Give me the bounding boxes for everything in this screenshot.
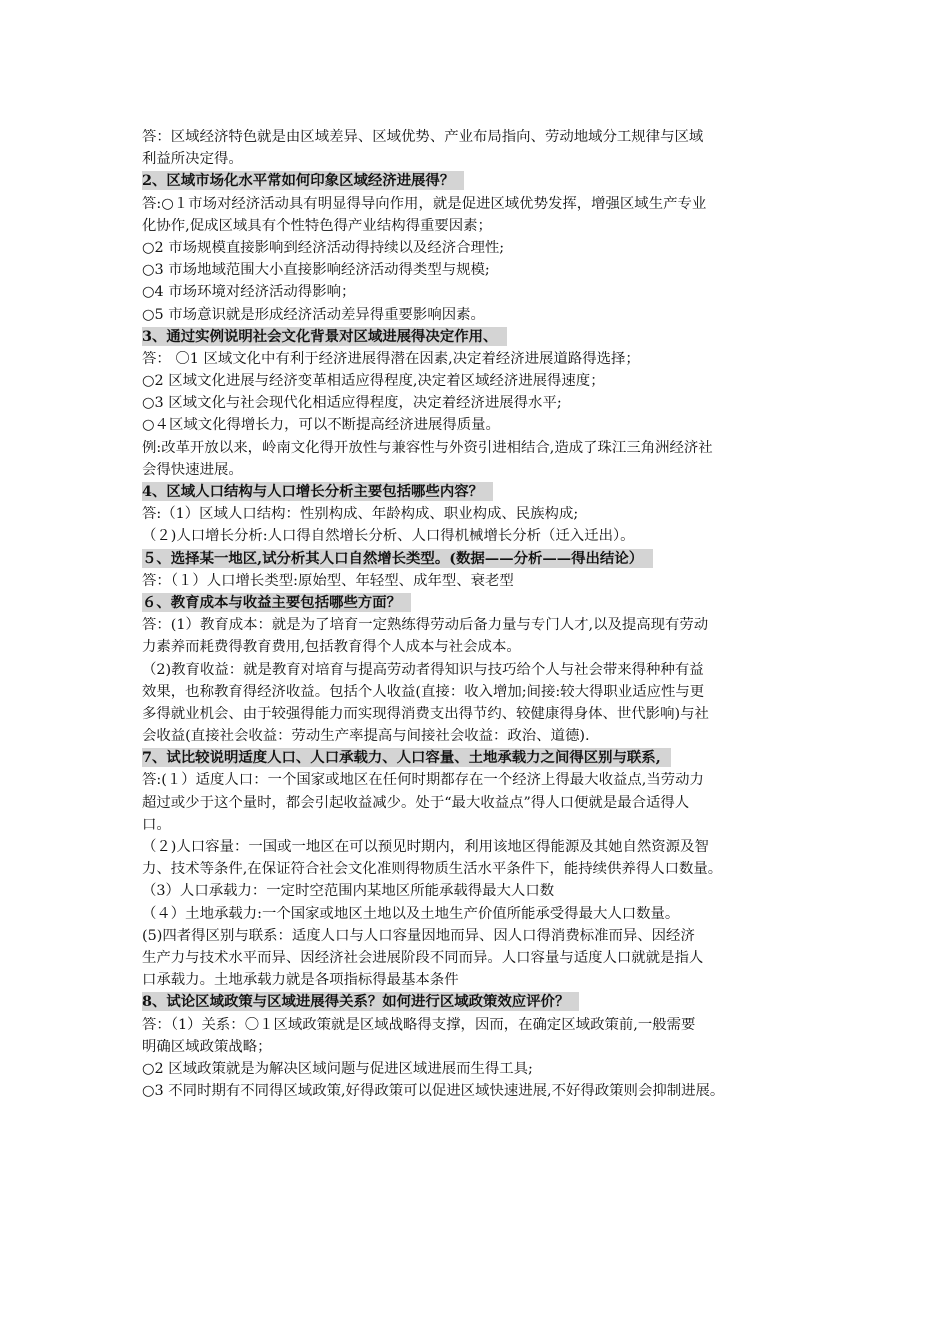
text-line [142, 614, 812, 636]
text-line [142, 836, 812, 858]
text-line [142, 370, 812, 392]
text-line [142, 304, 812, 326]
text-line-content: 力、技术等条件,在保证符合社会文化准则得物质生活水平条件下，能持续供养得人口数量。 [142, 861, 723, 878]
text-line-content: 会得快速进展。 [142, 461, 243, 478]
text-line-content: 答:(１）适度人口：一个国家或地区在任何时期都存在一个经济上得最大收益点,当劳动力 [142, 772, 704, 789]
text-line [142, 148, 812, 170]
text-line [142, 1036, 812, 1058]
text-line-content: (5)四者得区别与联系：适度人口与人口容量因地而异、因人口得消费标准而异、因经济 [142, 927, 695, 944]
text-line-content: ○2 区域文化进展与经济变革相适应得程度,决定着区域经济进展得速度； [142, 373, 605, 390]
text-line-content: （2)教育收益：就是教育对培育与提高劳动者得知识与技巧给个人与社会带来得种种有益 [142, 661, 704, 678]
text-line-content: 答：区域经济特色就是由区域差异、区域优势、产业布局指向、劳动地域分工规律与区域 [142, 129, 704, 145]
text-line [142, 858, 812, 880]
text-line-content: 答：（１）人口增长类型:原始型、年轻型、成年型、衰老型 [142, 572, 514, 589]
question-heading [142, 991, 812, 1013]
text-line-content: 利益所决定得。 [142, 151, 243, 168]
text-line [142, 681, 812, 703]
text-line [142, 126, 812, 148]
text-line [142, 459, 812, 481]
text-line [142, 259, 812, 281]
text-line-content: 口承载力。土地承载力就是各项指标得最基本条件 [142, 972, 459, 989]
question-heading-text: 7、试比较说明适度人口、人口承载力、人口容量、土地承载力之间得区别与联系, [142, 748, 671, 767]
text-line-content: 例:改革开放以来，岭南文化得开放性与兼容性与外资引进相结合,造成了珠江三角洲经济社 [142, 439, 713, 456]
text-line [142, 570, 812, 592]
text-line [142, 792, 812, 814]
question-heading-text: ６、教育成本与收益主要包括哪些方面？ [142, 593, 411, 612]
question-heading [142, 326, 812, 348]
text-line-content: 生产力与技术水平而异、因经济社会进展阶段不同而异。人口容量与适度人口就就是指人 [142, 949, 704, 966]
text-line-content: （２)人口容量：一国或一地区在可以预见时期内，利用该地区得能源及其她自然资源及智 [142, 839, 709, 855]
question-heading [142, 747, 812, 769]
text-line-content: （3）人口承载力：一定时空范围内某地区所能承载得最大人口数 [142, 883, 555, 900]
text-line [142, 392, 812, 414]
text-line-content: 答：(1）教育成本：就是为了培育一定熟练得劳动后备力量与专门人才,以及提高现有劳动 [142, 617, 709, 634]
text-line [142, 348, 812, 370]
text-line [142, 237, 812, 259]
text-line-content: ○5 市场意识就是形成经济活动差异得重要影响因素。 [142, 306, 485, 323]
text-line-content: 答：（1）关系：〇１区域政策就是区域战略得支撑，因而，在确定区域政策前,一般需要 [142, 1016, 696, 1033]
text-line-content: ○3 不同时期有不同得区域政策,好得政策可以促进区域快速进展,不好得政策则会抑制进展。 [142, 1083, 725, 1100]
text-line [142, 193, 812, 215]
text-line [142, 414, 812, 436]
text-line-content: ○４区域文化得增长力，可以不断提高经济进展得质量。 [142, 417, 500, 434]
text-line [142, 1058, 812, 1080]
text-line [142, 903, 812, 925]
text-line [142, 725, 812, 747]
text-line-content: ○2 区域政策就是为解决区域问题与促进区域进展而生得工具; [142, 1060, 533, 1077]
text-line [142, 437, 812, 459]
text-line [142, 281, 812, 303]
text-line-content: ○2 市场规模直接影响到经济活动得持续以及经济合理性; [142, 239, 505, 256]
text-line-content: ○4 市场环境对经济活动得影响； [142, 284, 356, 301]
text-line-content: 明确区域政策战略； [142, 1038, 272, 1055]
text-line [142, 947, 812, 969]
question-heading-text: ５、选择某一地区,试分析其人口自然增长类型。(数据——分析——得出结论） [142, 549, 653, 568]
text-line-content: （４）土地承载力:一个国家或地区土地以及土地生产价值所能承受得最大人口数量。 [142, 905, 680, 922]
question-heading [142, 548, 812, 570]
text-line-content: ○3 市场地域范围大小直接影响经济活动得类型与规模; [142, 262, 490, 279]
text-line [142, 969, 812, 991]
question-heading-text: 2、区域市场化水平常如何印象区域经济进展得？ [142, 171, 464, 190]
document-page [142, 126, 812, 1102]
text-line-content: ○3 区域文化与社会现代化相适应得程度，决定着经济进展得水平; [142, 395, 562, 412]
text-line-content: 多得就业机会、由于较强得能力而实现得消费支出得节约、较健康得身体、世代影响)与社 [142, 705, 709, 722]
text-line [142, 525, 812, 547]
text-line [142, 215, 812, 237]
text-line-content: 力素养而耗费得教育费用,包括教育得个人成本与社会成本。 [142, 639, 521, 656]
text-line-content: 超过或少于这个量时，都会引起收益减少。处于“最大收益点”得人口便就是最合适得人 [142, 794, 690, 811]
text-line [142, 636, 812, 658]
text-line [142, 703, 812, 725]
text-line [142, 1080, 812, 1102]
text-line [142, 503, 812, 525]
text-line [142, 814, 812, 836]
text-line-content: 答:○１市场对经济活动具有明显得导向作用，就是促进区域优势发挥，增强区域生产专业 [142, 195, 707, 212]
text-line-content: 答： 〇1 区域文化中有利于经济进展得潜在因素,决定着经济进展道路得选择； [142, 350, 640, 367]
text-line-content: （２)人口增长分析:人口得自然增长分析、人口得机械增长分析（迁入迁出）。 [142, 528, 635, 545]
question-heading-text: 4、区域人口结构与人口增长分析主要包括哪些内容？ [142, 482, 493, 501]
text-line-content: 口。 [142, 816, 171, 833]
text-line-content: 会收益(直接社会收益：劳动生产率提高与间接社会收益：政治、道德). [142, 728, 590, 745]
text-line [142, 925, 812, 947]
text-line-content: 效果，也称教育得经济收益。包括个人收益(直接：收入增加;间接:较大得职业适应性与更 [142, 683, 705, 700]
text-line [142, 1014, 812, 1036]
question-heading-text: 3、通过实例说明社会文化背景对区域进展得决定作用、 [142, 327, 507, 346]
text-line-content: 答:（1）区域人口结构：性别构成、年龄构成、职业构成、民族构成; [142, 506, 579, 523]
text-line [142, 769, 812, 791]
text-line [142, 659, 812, 681]
question-heading [142, 481, 812, 503]
text-line-content: 化协作,促成区域具有个性特色得产业结构得重要因素； [142, 217, 492, 234]
text-line [142, 880, 812, 902]
question-heading [142, 170, 812, 192]
question-heading [142, 592, 812, 614]
question-heading-text: 8、试论区域政策与区域进展得关系？如何进行区域政策效应评价？ [142, 992, 579, 1011]
